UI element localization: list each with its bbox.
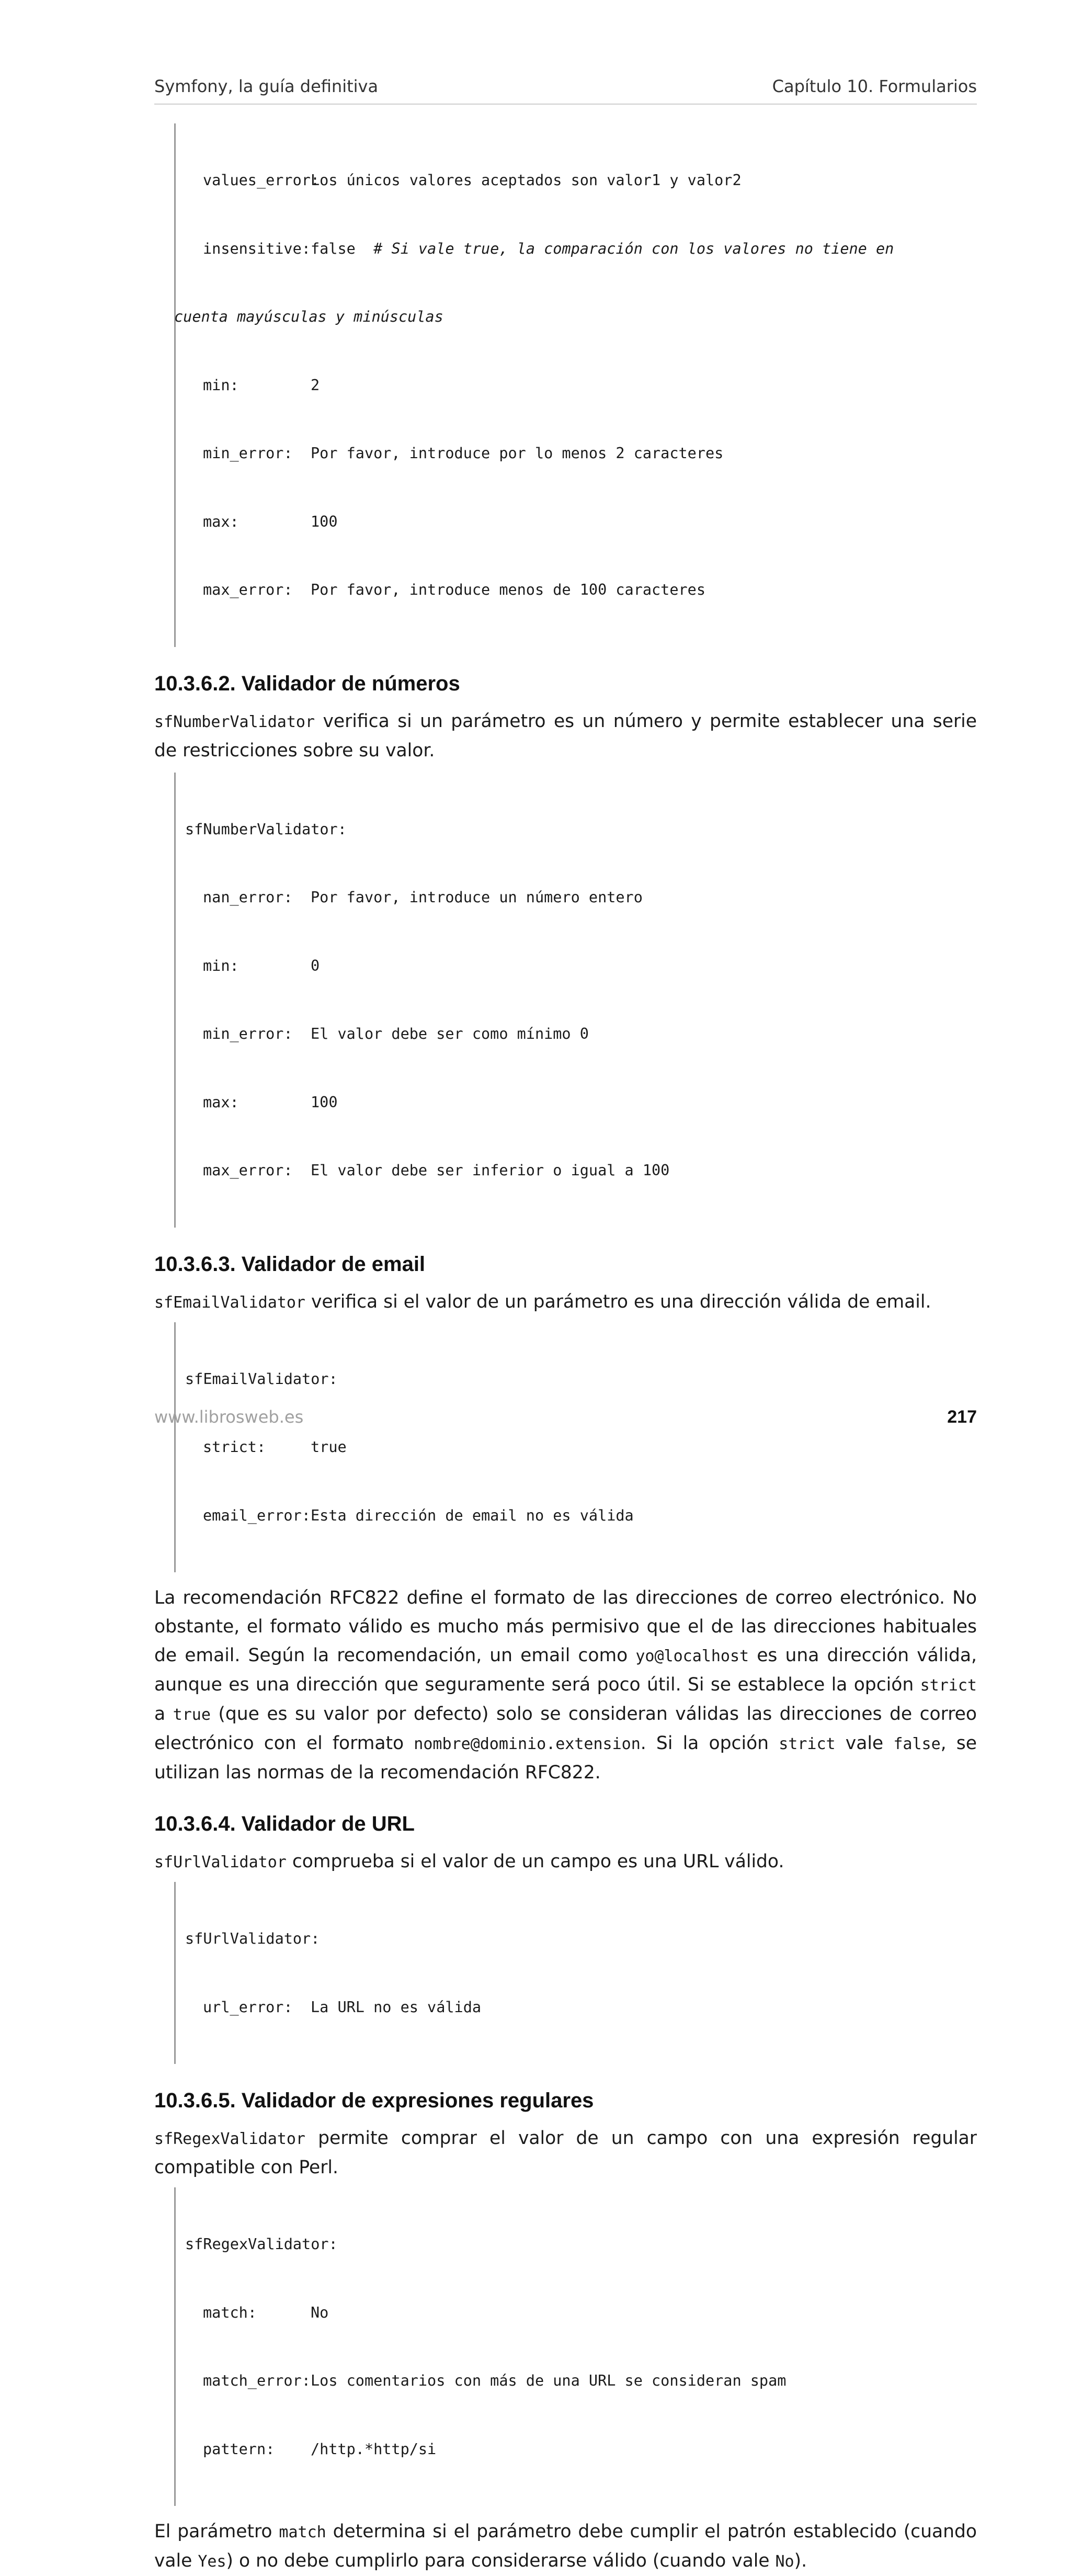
code-line: max: 100 (203, 1093, 338, 1111)
section-heading-numeros: 10.3.6.2. Validador de números (154, 672, 460, 695)
code-line: sfRegexValidator: (185, 2235, 338, 2253)
code-line: min_error: Por favor, introduce por lo menos 2 caracteres (203, 445, 724, 462)
code-line: match: No (203, 2303, 329, 2321)
code-block-regex (174, 2187, 977, 2506)
code-line: strict: true (203, 1438, 347, 1456)
code-line: sfEmailValidator: (185, 1370, 338, 1388)
paragraph-email: sfEmailValidator verifica si el valor de un parámetro es una dirección válida de email. (154, 1291, 931, 1312)
code-block-url (174, 1882, 977, 2064)
paragraph-url: sfUrlValidator comprueba si el valor de un campo es una URL válido. (154, 1851, 784, 1872)
code-line: email_error:Esta dirección de email no es válida (203, 1506, 634, 1524)
code-line: sfNumberValidator: (185, 820, 347, 838)
code-line: max_error: El valor debe ser inferior o igual a 100 (203, 1162, 670, 1179)
code-line: values_error:Los únicos valores aceptados son valor1 y valor2 (203, 172, 742, 189)
section-heading-regex: 10.3.6.5. Validador de expresiones regulares (154, 2089, 594, 2112)
book-title: Symfony, la guía definitiva (154, 76, 379, 96)
code-line: max_error: Por favor, introduce menos de 100 caracteres (203, 581, 705, 598)
code-line: insensitive:false # Si vale true, la comparación con los valores no tiene en (203, 240, 894, 257)
paragraph-rfc822: La recomendación RFC822 define el formato de las direcciones de correo electrónico. No obstante, el formato válido es mucho más permisivo que el de las direcciones habituales de email. Según la recomendación, un email como yo@localhost es una dirección válida, aunque es una dirección que seguramente será poco útil. Si se establece la opción strict a true (que es su valor por defecto) solo se consideran válidas las direcciones de correo electrónico con el formato nombre@dominio.extension. Si la opción strict vale false, se utilizan las normas de la recomendación RFC822. (154, 1587, 977, 1783)
code-line: min: 0 (203, 957, 320, 974)
code-line: url_error: La URL no es válida (203, 1998, 482, 2016)
chapter-title: Capítulo 10. Formularios (772, 76, 977, 96)
code-line: match_error:Los comentarios con más de una URL se consideran spam (203, 2372, 787, 2389)
code-comment: # Si vale true, la comparación con los valores no tiene en (373, 240, 894, 257)
code-line: pattern: /http.*http/si (203, 2440, 437, 2458)
section-heading-url: 10.3.6.4. Validador de URL (154, 1812, 415, 1835)
code-line-continuation: cuenta mayúsculas y minúsculas (174, 308, 443, 325)
code-line: sfUrlValidator: (185, 1930, 320, 1947)
paragraph-numeros: sfNumberValidator verifica si un parámetro es un número y permite establecer una serie de restricciones sobre su valor. (154, 710, 977, 761)
page-number: 217 (947, 1407, 977, 1427)
code-block-values (174, 123, 977, 647)
section-heading-email: 10.3.6.3. Validador de email (154, 1252, 426, 1276)
code-line: nan_error: Por favor, introduce un número entero (203, 889, 643, 906)
page-content (154, 123, 977, 2576)
code-line: min_error: El valor debe ser como mínimo 0 (203, 1025, 589, 1042)
page-header (154, 76, 977, 105)
code-line: min: 2 (203, 376, 320, 394)
paragraph-regex: sfRegexValidator permite comprar el valor de un campo con una expresión regular compatible con Perl. (154, 2128, 977, 2178)
code-line: max: 100 (203, 513, 338, 530)
code-block-email (174, 1322, 977, 1573)
paragraph-match: El parámetro match determina si el parámetro debe cumplir el patrón establecido (cuando vale Yes) o no debe cumplirlo para considerarse válido (cuando vale No). (154, 2521, 977, 2571)
code-block-numeros (174, 773, 977, 1228)
page-footer (154, 1407, 977, 1427)
footer-site-link[interactable]: www.librosweb.es (154, 1407, 304, 1427)
